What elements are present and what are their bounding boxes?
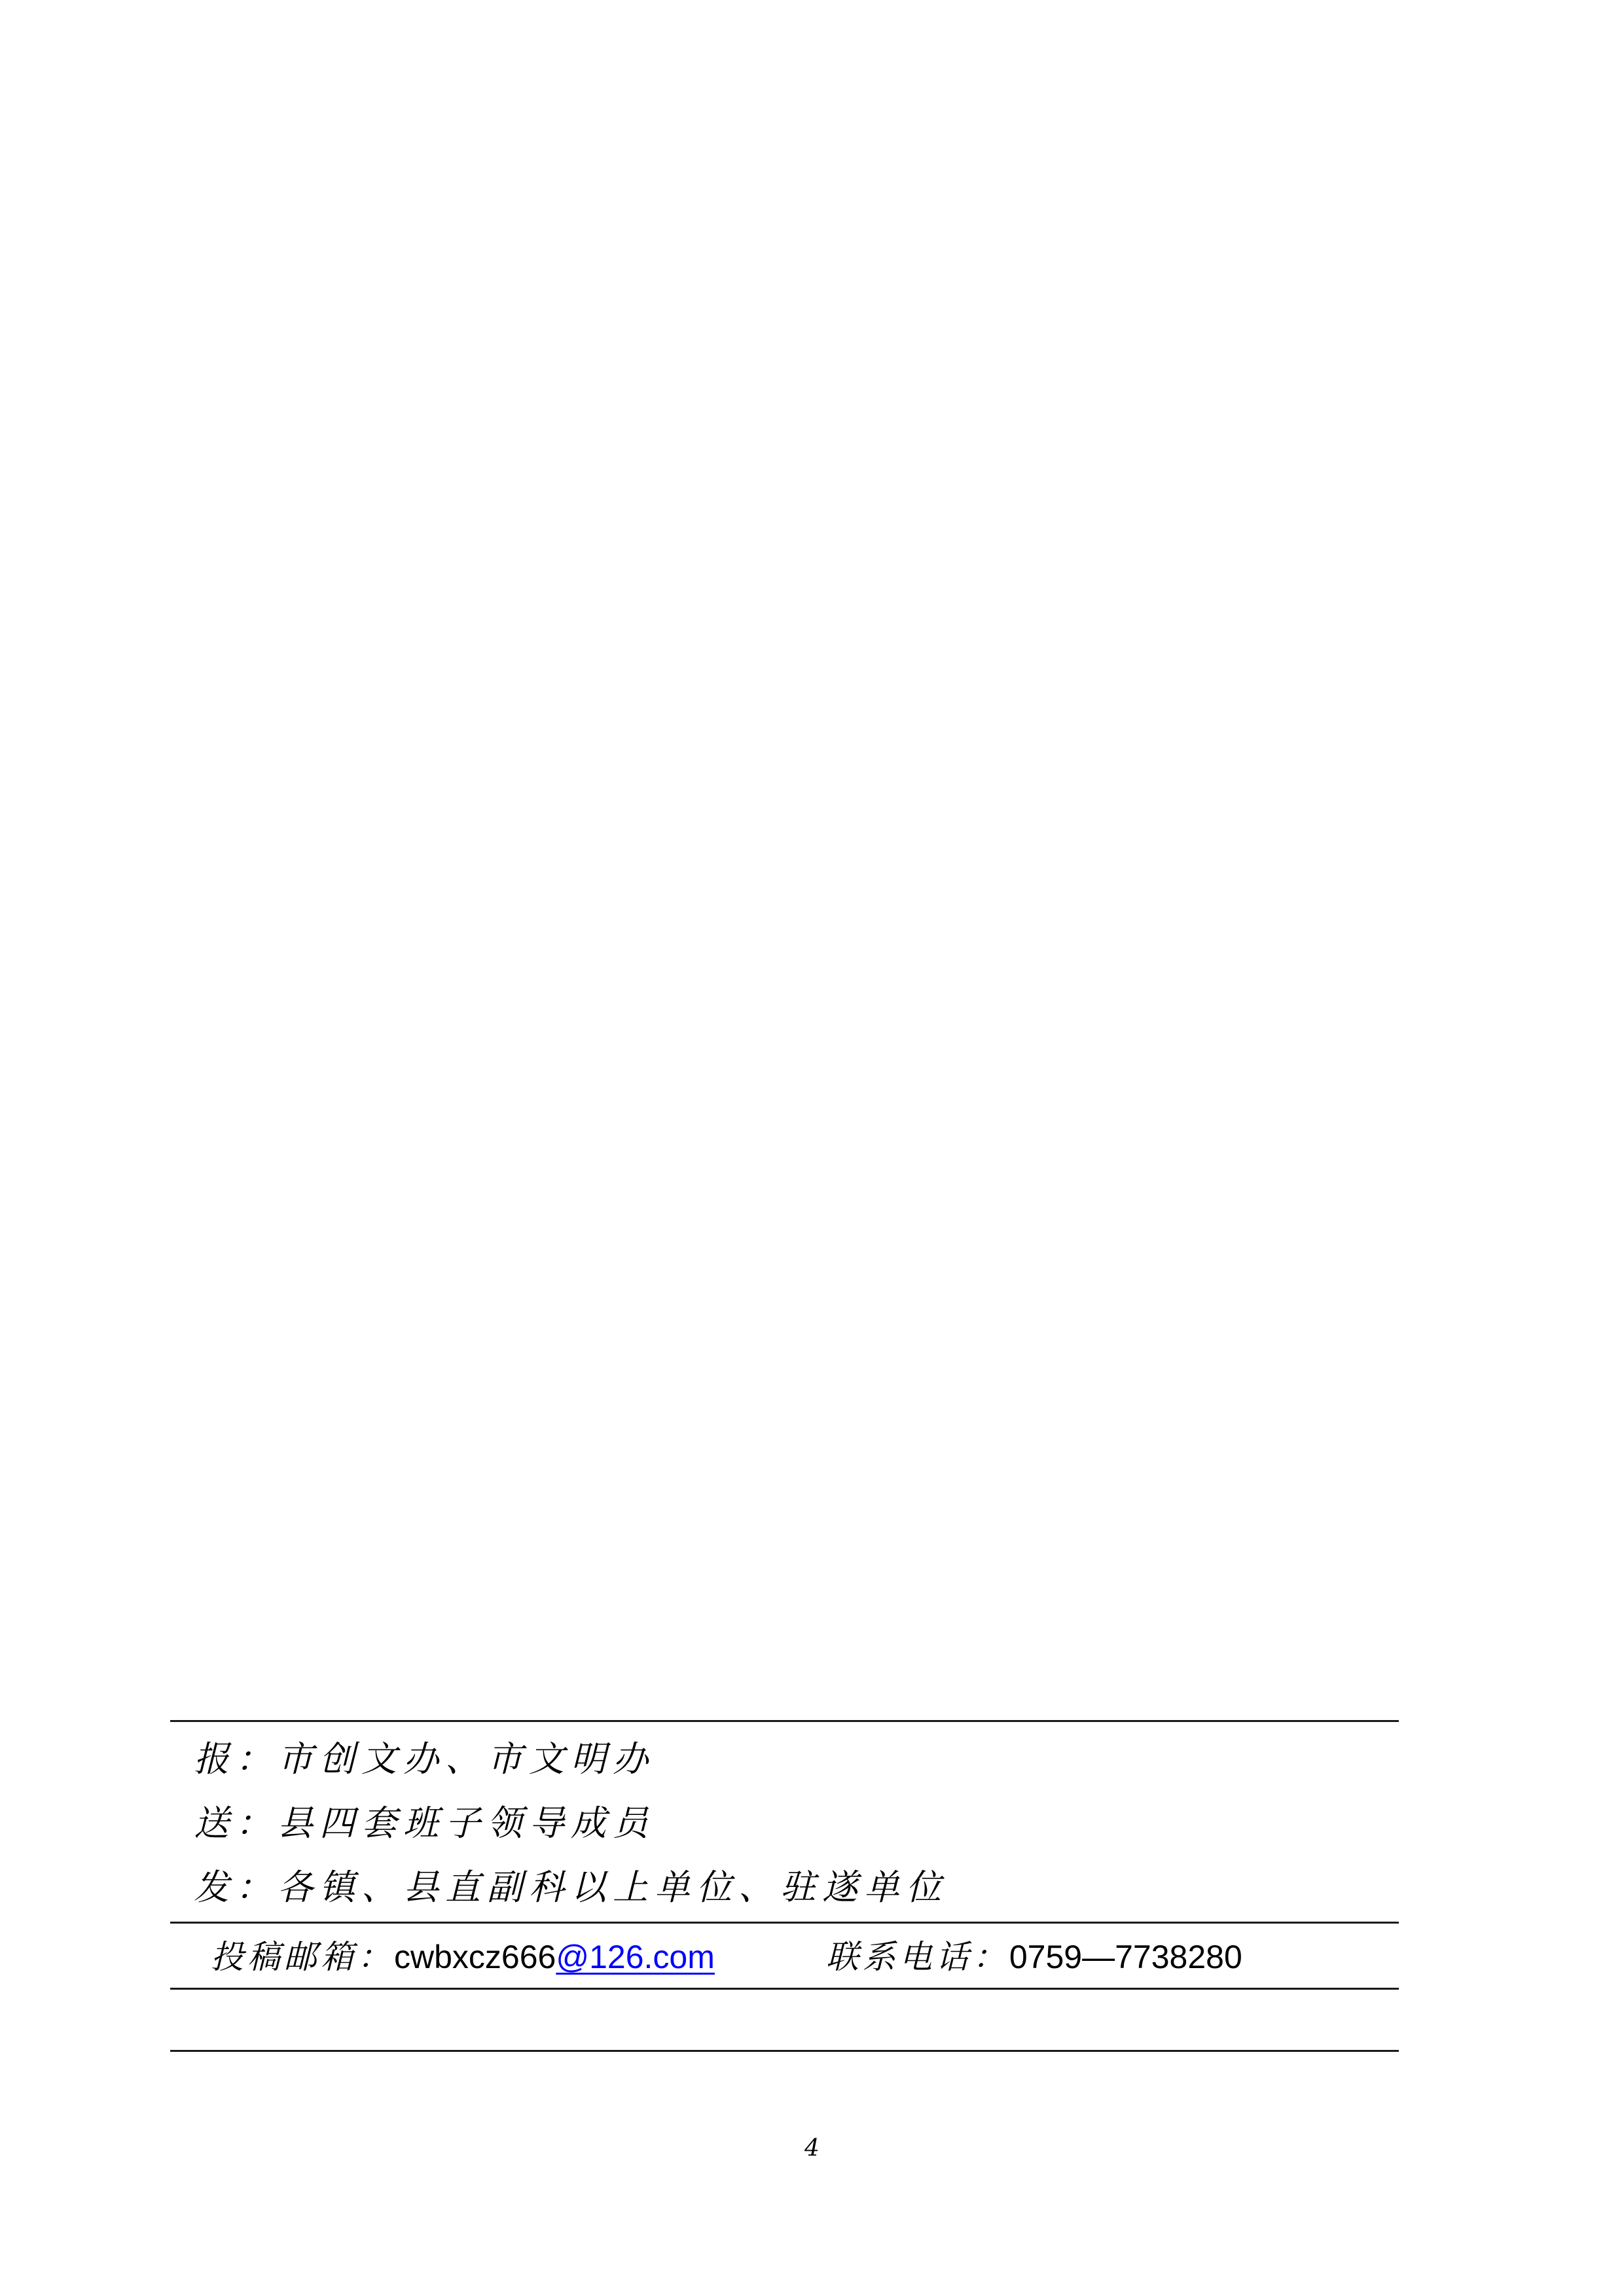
divider-rule-above-contact	[170, 1922, 1399, 1924]
phone-label: 联系电话：	[825, 1938, 1009, 1976]
page-number: 4	[804, 2135, 820, 2162]
divider-rule-bottom	[170, 2050, 1399, 2052]
contact-line	[211, 1939, 1242, 1975]
phone-number: 0759—7738280	[1009, 1939, 1242, 1975]
email-user: cwbxcz666	[394, 1939, 556, 1975]
email-domain-link[interactable]: @126.com	[556, 1939, 715, 1975]
email-label: 投稿邮箱：	[211, 1938, 394, 1976]
distribution-issue-line: 发：各镇、县直副科以上单位、驻遂单位	[194, 1867, 948, 1908]
distribution-report-line: 报：市创文办、市文明办	[194, 1738, 655, 1780]
divider-rule-below-contact	[170, 1988, 1399, 1990]
distribution-send-line: 送：县四套班子领导成员	[194, 1803, 655, 1844]
divider-rule-top	[170, 1720, 1399, 1722]
